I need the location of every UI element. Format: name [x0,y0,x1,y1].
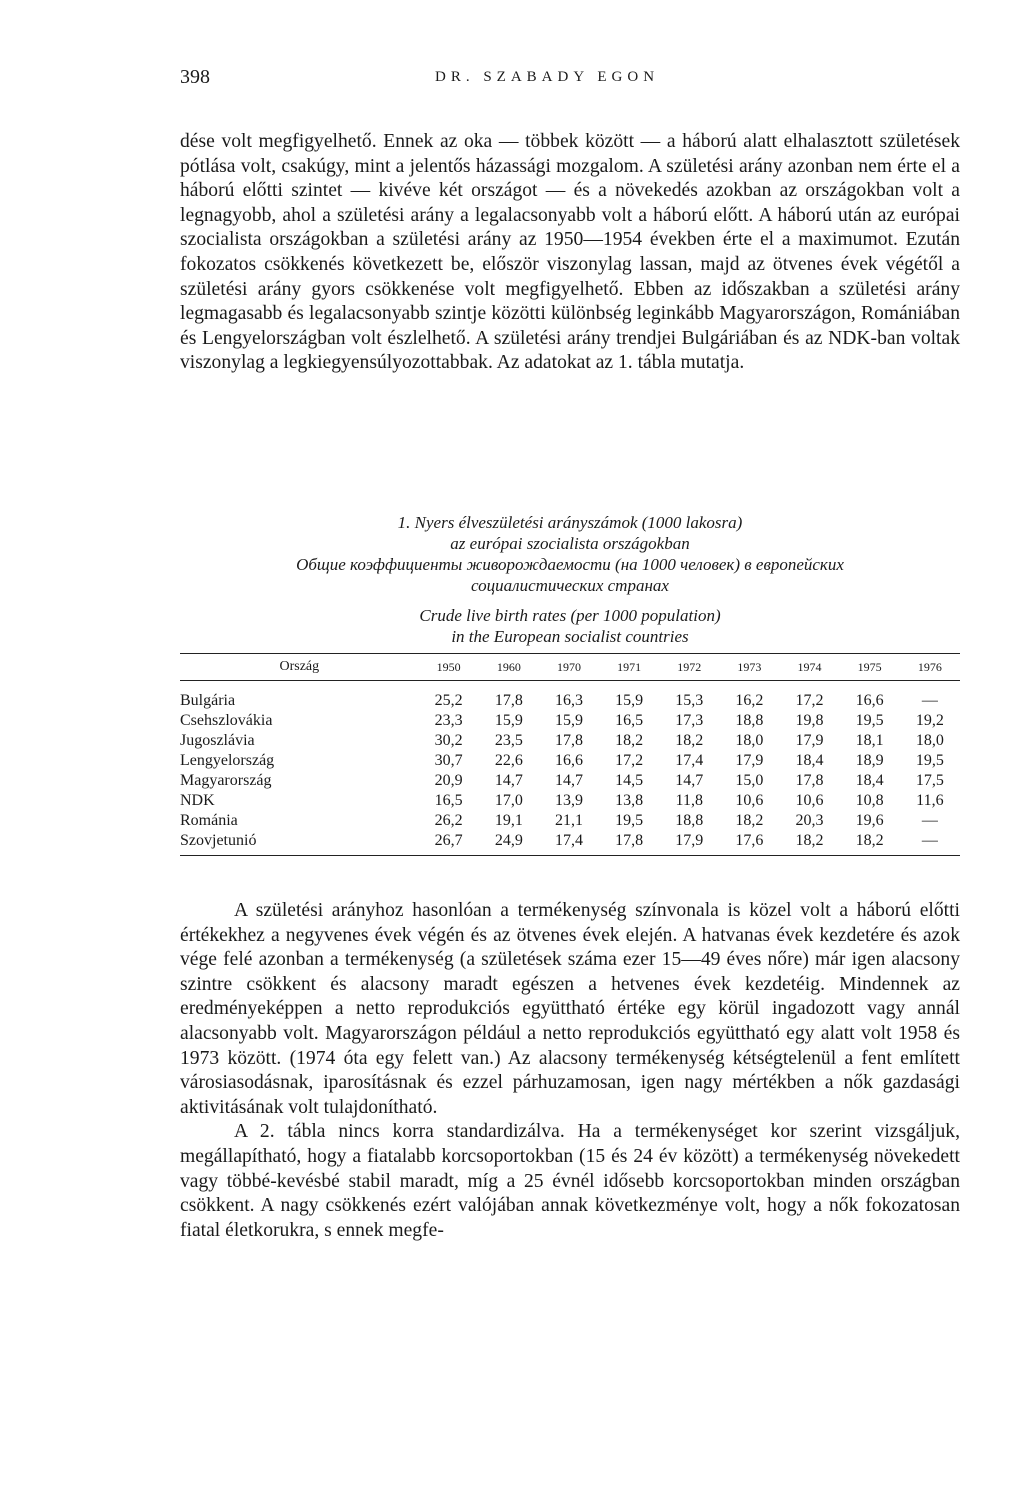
table-row [180,731,960,751]
running-head: DR. SZABADY EGON [435,69,660,85]
caption-english-line-2: in the European socialist countries [451,627,689,646]
value-cell: 17,2 [615,752,644,769]
value-cell: 19,2 [915,712,944,729]
value-cell: 14,7 [554,772,583,789]
value-cell: 15,9 [554,712,583,729]
column-header-year: 1974 [779,654,839,681]
value-cell: 18,2 [735,812,764,829]
value-cell: 15,9 [615,692,644,709]
value-cell: 18,2 [779,831,839,856]
column-header-year: 1970 [539,654,599,681]
value-cell: 16,6 [554,752,583,769]
caption-russian-line-1: Общие коэффициенты живорождаемости (на 1000 человек) в европейских [296,555,844,574]
value-cell: 20,9 [434,772,463,789]
country-cell: Jugoszlávia [180,732,255,749]
page-header [180,66,960,96]
value-cell: 18,2 [840,831,900,856]
table-row [180,681,960,712]
value-cell: 10,8 [855,792,884,809]
caption-russian-line-2: социалистических странах [471,576,669,595]
column-header-year: 1973 [719,654,779,681]
value-cell: 10,6 [735,792,764,809]
value-cell: 18,8 [675,812,704,829]
column-header-year: 1972 [659,654,719,681]
paragraph: A 2. tábla nincs korra standardizálva. Ha a termékenységet kor szerint vizsgáljuk, megállapítható, hogy a fiatalabb korcsoportokban (15 és 24 év között) a termékenység növekedett vagy többé-kevésbé stabil maradt, míg a 25 évnél idősebb korcsoportokban minden országban csökkent. A nagy csökkenés ezért valójában annak következménye volt, hogy a nők fokozatosan fiatal életkorukra, s ennek megfe- [180,1121,960,1241]
value-cell: — [921,692,938,709]
caption-hungarian-line-2: az európai szocialista országokban [450,534,690,553]
country-cell: Bulgária [180,692,236,709]
value-cell: 10,6 [795,792,824,809]
table-caption [180,512,960,647]
table-row [180,791,960,811]
value-cell: 17,8 [494,692,523,709]
value-cell: 19,6 [855,812,884,829]
value-cell: 19,5 [915,752,944,769]
value-cell: 13,9 [554,792,583,809]
value-cell: 26,7 [419,831,479,856]
value-cell: 19,5 [855,712,884,729]
birth-rate-table [180,653,960,856]
value-cell: 16,3 [554,692,583,709]
country-cell: Csehszlovákia [180,712,273,729]
column-header-year: 1975 [840,654,900,681]
value-cell: 18,2 [675,732,704,749]
caption-english-line-1: Crude live birth rates (per 1000 population) [419,606,721,625]
country-cell: NDK [180,792,215,809]
value-cell: 11,6 [916,792,944,809]
value-cell: 14,7 [675,772,704,789]
value-cell: 21,1 [554,812,583,829]
value-cell: 24,9 [479,831,539,856]
value-cell: 16,5 [615,712,644,729]
value-cell: 17,5 [915,772,944,789]
value-cell: 18,9 [855,752,884,769]
value-cell: 20,3 [795,812,824,829]
value-cell: 17,8 [599,831,659,856]
value-cell: 22,6 [494,752,523,769]
value-cell: 25,2 [434,692,463,709]
value-cell: 17,9 [735,752,764,769]
table-header-row [180,654,960,681]
body-text-top [180,130,960,376]
value-cell: 16,6 [855,692,884,709]
value-cell: 17,8 [795,772,824,789]
table-row [180,811,960,831]
table-row [180,711,960,731]
paragraph: dése volt megfigyelhető. Ennek az oka — többek között — a háború alatt elhalasztott születések pótlása volt, csakúgy, mint a jelentős házassági mozgalom. A születési arány azonban nem érte el a háború előtti szintet — kivéve két országot — és a növekedés azokban az országokban volt a legnagyobb, ahol a születési arány a legalacsonyabb volt a háború előtt. A háború után az európai szocialista országokban a születési arány az 1950—1954 években érte el a maximumot. Ezután fokozatos csökkenés következett be, először viszonylag lassan, majd az ötvenes évek végétől a születési arány gyors csökkenése volt megfigyelhető. Ebben az időszakban a születési arány legmagasabb és legalacsonyabb szintje közötti különbség leginkább Magyarországon, Romániában és Lengyelországban volt észlelhető. A születési arány trendjei Bulgáriában és az NDK-ban voltak viszonylag a legkiegyensúlyozottabbak. Az adatokat az 1. tábla mutatja. [180,131,960,374]
column-header-year: 1950 [419,654,479,681]
paragraph: A születési arányhoz hasonlóan a termékenység színvonala is közel volt a háború előtti értékekhez a negyvenes évek végén és az ötvenes évek elején. A hatvanas évek kezdetére és azok vége felé azonban a termékenység (a születések száma ezer 15—49 éves nőre) már igen alacsony szintre csökkent és alacsony maradt egészen a hetvenes évek kezdetéig. Mindennek az eredményeképpen a netto reprodukciós együttható értéke egy körül ingadozott vagy annál alacsonyabb volt. Magyarországon például a netto reprodukciós együttható egy alatt volt 1958 és 1973 között. (1974 óta egy felett van.) Az alacsony termékenység kétségtelenül a fent említett városiasodásnak, iparosításnak és ezzel párhuzamosan, igen nagy mértékben a nők gazdasági aktivitásának volt tulajdonítható. [180,900,960,1118]
value-cell: 18,8 [735,712,764,729]
value-cell: 18,4 [795,752,824,769]
column-header-year: 1976 [900,654,960,681]
value-cell: 18,0 [735,732,764,749]
value-cell: 30,7 [434,752,463,769]
value-cell: 17,4 [539,831,599,856]
value-cell: — [921,812,938,829]
table-row [180,751,960,771]
value-cell: 11,8 [675,792,703,809]
table-row [180,771,960,791]
value-cell: 30,2 [434,732,463,749]
value-cell: — [900,831,960,856]
value-cell: 17,8 [554,732,583,749]
caption-hungarian-line-1: 1. Nyers élveszületési arányszámok (1000 lakosra) [397,513,743,532]
table-row [180,831,960,856]
column-header-year: 1971 [599,654,659,681]
value-cell: 18,1 [855,732,884,749]
body-text-bottom [180,899,960,1243]
value-cell: 26,2 [434,812,463,829]
value-cell: 17,3 [675,712,704,729]
value-cell: 16,5 [434,792,463,809]
value-cell: 13,8 [615,792,644,809]
value-cell: 23,3 [434,712,463,729]
column-header-year: 1960 [479,654,539,681]
value-cell: 23,5 [494,732,523,749]
value-cell: 14,7 [494,772,523,789]
value-cell: 19,1 [494,812,523,829]
value-cell: 16,2 [735,692,764,709]
country-cell: Szovjetunió [180,831,419,856]
value-cell: 17,0 [494,792,523,809]
value-cell: 14,5 [615,772,644,789]
value-cell: 18,2 [615,732,644,749]
value-cell: 18,4 [855,772,884,789]
value-cell: 19,5 [615,812,644,829]
value-cell: 15,0 [735,772,764,789]
value-cell: 17,6 [719,831,779,856]
value-cell: 17,2 [795,692,824,709]
value-cell: 17,9 [659,831,719,856]
value-cell: 17,4 [675,752,704,769]
page-number: 398 [180,66,210,88]
country-cell: Lengyelország [180,752,275,769]
value-cell: 17,9 [795,732,824,749]
country-cell: Magyarország [180,772,272,789]
value-cell: 15,9 [494,712,523,729]
country-cell: Románia [180,812,238,829]
value-cell: 15,3 [675,692,704,709]
value-cell: 19,8 [795,712,824,729]
value-cell: 18,0 [915,732,944,749]
table-body [180,681,960,856]
column-header-country: Ország [180,654,419,681]
